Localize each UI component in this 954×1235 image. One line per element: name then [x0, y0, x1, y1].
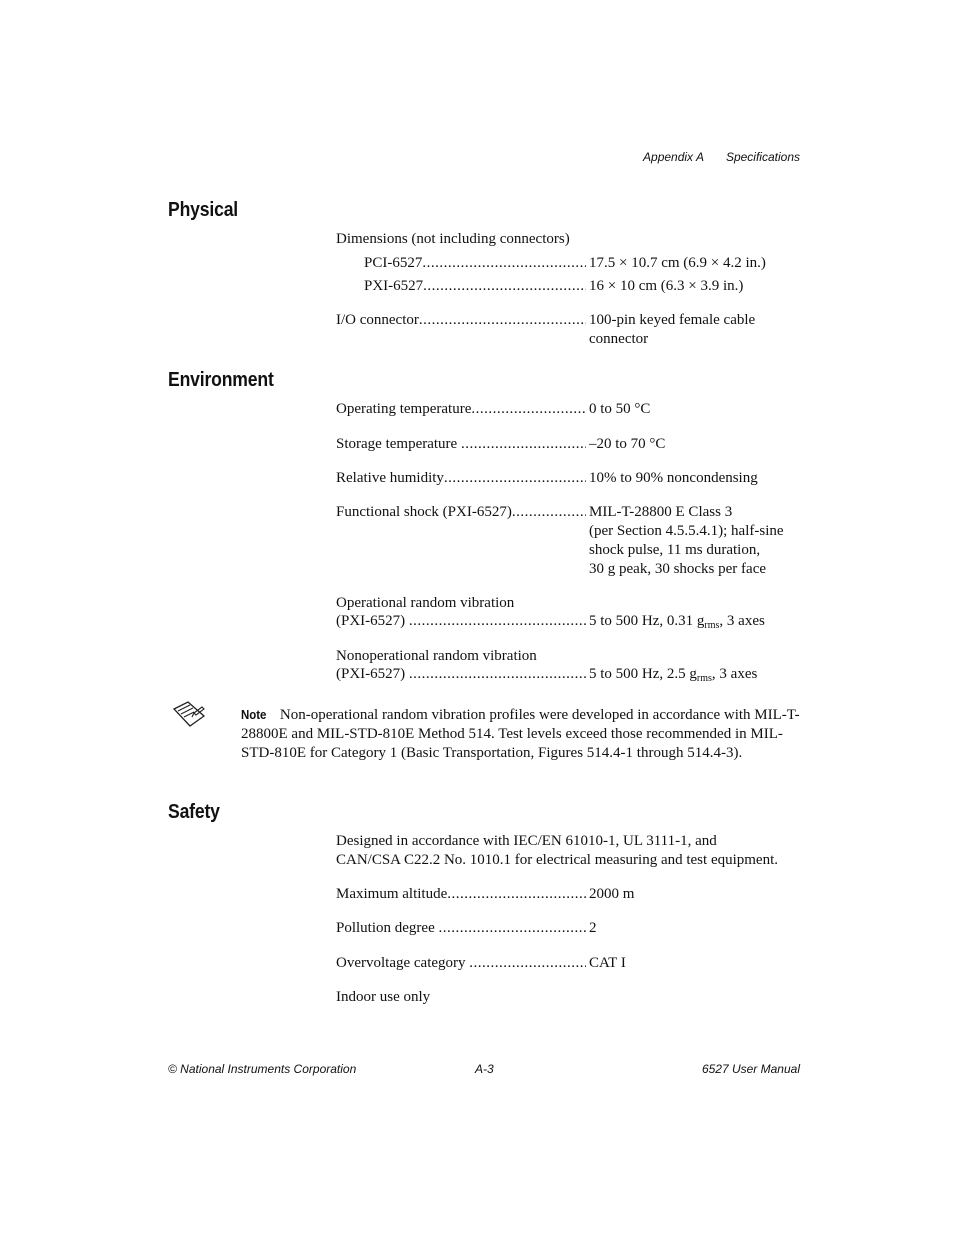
header-section: Specifications	[725, 150, 800, 164]
spec-value: –20 to 70 °C	[589, 436, 666, 452]
spec-label: Functional shock (PXI-6527) .....	[336, 503, 586, 522]
spec-value-line: (per Section 4.5.5.4.1); half-sine	[589, 523, 784, 539]
section-title-environment: Environment	[168, 369, 274, 391]
safety-intro-line: CAN/CSA C22.2 No. 1010.1 for electrical measuring and test equipment.	[336, 852, 779, 868]
spec-label: (PXI-6527) .....	[336, 612, 586, 631]
spec-row-pxi	[336, 277, 806, 296]
spec-value: 5 to 500 Hz, 0.31 $g_{rms}$, 3 axes	[589, 613, 765, 631]
section-title-safety: Safety	[168, 801, 220, 823]
spec-row-functional-shock	[336, 503, 806, 579]
spec-value: 17.5 × 10.7 cm (6.9 × 4.2 in.)	[589, 255, 766, 271]
spec-row-operational-vibration	[336, 612, 806, 631]
footer-manual-title: 6527 User Manual	[701, 1062, 800, 1076]
spec-label: Storage temperature .....	[336, 435, 586, 454]
spec-row-operating-temperature	[336, 400, 806, 419]
spec-row-io-connector	[336, 311, 806, 349]
spec-value-line: 30 g peak, 30 shocks per face	[589, 561, 767, 577]
spec-value: 10% to 90% noncondensing	[589, 470, 758, 486]
spec-row-maximum-altitude	[336, 885, 806, 904]
dimensions-heading: Dimensions (not including connectors)	[336, 231, 570, 247]
footer-copyright: © National Instruments Corporation	[168, 1062, 357, 1076]
spec-value: 16 × 10 cm (6.3 × 3.9 in.)	[589, 278, 744, 294]
spec-value: 2000 m	[589, 886, 635, 902]
note-text: Non-operational random vibration profiles were developed in accordance with MIL-T-28800E and MIL-STD-810E Method 514. Test levels exceed those recommended in MIL-STD-810E for Category 1 (Basic Transportation, Figures 514.4-1 through 514.4-3).	[241, 707, 800, 761]
spec-label: PCI-6527 .....	[364, 254, 586, 273]
spec-label: Relative humidity .....	[336, 469, 586, 488]
note-label: Note	[241, 707, 267, 722]
spec-row-nonoperational-vibration	[336, 665, 806, 684]
spec-label: Operating temperature .....	[336, 400, 586, 419]
header-appendix: Appendix A	[643, 150, 704, 164]
note-block	[241, 705, 801, 763]
spec-label: Maximum altitude .....	[336, 885, 586, 904]
running-header	[643, 150, 800, 164]
spec-label: I/O connector .....	[336, 311, 586, 330]
spec-label: Overvoltage category .....	[336, 954, 586, 973]
spec-row-storage-temperature	[336, 435, 806, 454]
spec-value: 2	[589, 920, 597, 936]
spec-label-line: Operational random vibration	[336, 595, 515, 611]
safety-intro-line: Designed in accordance with IEC/EN 61010-1, UL 3111-1, and	[336, 833, 717, 849]
spec-value-line: MIL-T-28800 E Class 3	[589, 504, 733, 520]
spec-value-line: shock pulse, 11 ms duration,	[589, 542, 761, 558]
spec-label: (PXI-6527) .....	[336, 665, 586, 684]
spec-label: PXI-6527 .....	[364, 277, 586, 296]
spec-row-relative-humidity	[336, 469, 806, 488]
spec-row-overvoltage-category	[336, 954, 806, 973]
spec-value: 0 to 50 °C	[589, 401, 651, 417]
spec-value: CAT I	[589, 955, 626, 971]
spec-row-pci	[336, 254, 806, 273]
spec-label: Pollution degree .....	[336, 919, 586, 938]
spec-value: 5 to 500 Hz, 2.5 $g_{rms}$, 3 axes	[589, 666, 758, 684]
note-pad-icon	[172, 700, 206, 728]
footer-page-number: A-3	[475, 1062, 494, 1076]
spec-label-line: Nonoperational random vibration	[336, 648, 537, 664]
section-title-physical: Physical	[168, 199, 239, 221]
spec-row-pollution-degree	[336, 919, 806, 938]
spec-value-line: 100-pin keyed female cable	[589, 312, 756, 328]
spec-value-line: connector	[589, 331, 649, 347]
indoor-use-text: Indoor use only	[336, 989, 431, 1005]
